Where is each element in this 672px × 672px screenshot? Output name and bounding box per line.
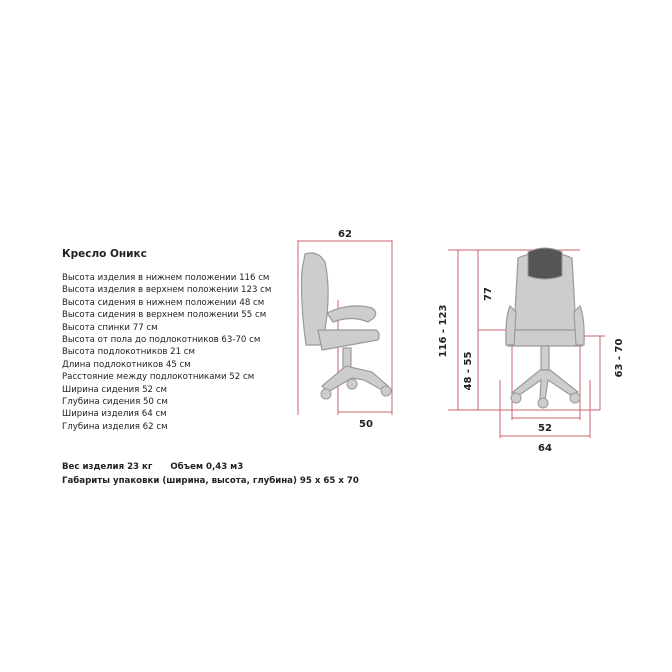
caster-icon	[511, 393, 521, 403]
side-view	[298, 229, 392, 430]
spec-item: Глубина изделия 62 см	[62, 421, 168, 432]
spec-item: Высота сидения в нижнем положении 48 см	[62, 297, 265, 308]
headrest	[528, 248, 562, 279]
spec-item: Высота сидения в верхнем положении 55 см	[62, 310, 267, 321]
dim-label-seat-height: 48 - 55	[463, 351, 474, 391]
spec-item: Высота изделия в верхнем положении 123 см	[62, 285, 272, 296]
spec-item: Ширина сидения 52 см	[62, 384, 167, 395]
spec-item: Высота спинки 77 см	[62, 322, 158, 333]
dim-label-seat-depth: 50	[359, 419, 373, 430]
caster-icon	[570, 393, 580, 403]
spec-item: Высота от пола до подлокотников 63-70 см	[62, 335, 261, 346]
package-text: Габариты упаковки (ширина, высота, глубина) 95 х 65 х 70	[62, 476, 359, 486]
product-title: Кресло Оникс	[62, 248, 147, 260]
spec-item: Глубина сидения 50 см	[62, 397, 168, 408]
front-base	[513, 370, 578, 400]
caster-icon	[347, 379, 357, 389]
front-left-armrest	[506, 306, 516, 345]
chair-side-silhouette	[302, 253, 389, 392]
dim-label-back-height: 77	[483, 287, 494, 301]
caster-icon	[538, 398, 548, 408]
caster-icon	[381, 386, 391, 396]
dim-label-armrest-height: 63 - 70	[614, 338, 625, 378]
caster-icon	[321, 389, 331, 399]
spec-item: Высота подлокотников 21 см	[62, 347, 196, 358]
dim-label-side-depth: 62	[338, 229, 352, 240]
front-right-armrest	[574, 306, 584, 345]
front-gas-lift	[541, 346, 549, 370]
side-armrest	[327, 306, 376, 322]
spec-item: Высота изделия в нижнем положении 116 см	[62, 273, 270, 283]
front-view	[438, 248, 625, 454]
spec-item: Ширина изделия 64 см	[62, 409, 167, 420]
weight-text: Вес изделия 23 кг	[62, 462, 153, 472]
dim-label-width: 64	[538, 443, 552, 454]
volume-text: Объем 0,43 м3	[170, 462, 244, 472]
dim-label-total-height: 116 - 123	[438, 304, 449, 358]
spec-item: Расстояние между подлокотниками 52 см	[62, 372, 255, 383]
spec-item: Длина подлокотников 45 см	[62, 359, 191, 370]
side-gas-lift	[343, 348, 351, 368]
front-seat	[508, 330, 582, 346]
dim-label-armrest-gap: 52	[538, 423, 552, 434]
side-seat	[318, 330, 379, 350]
